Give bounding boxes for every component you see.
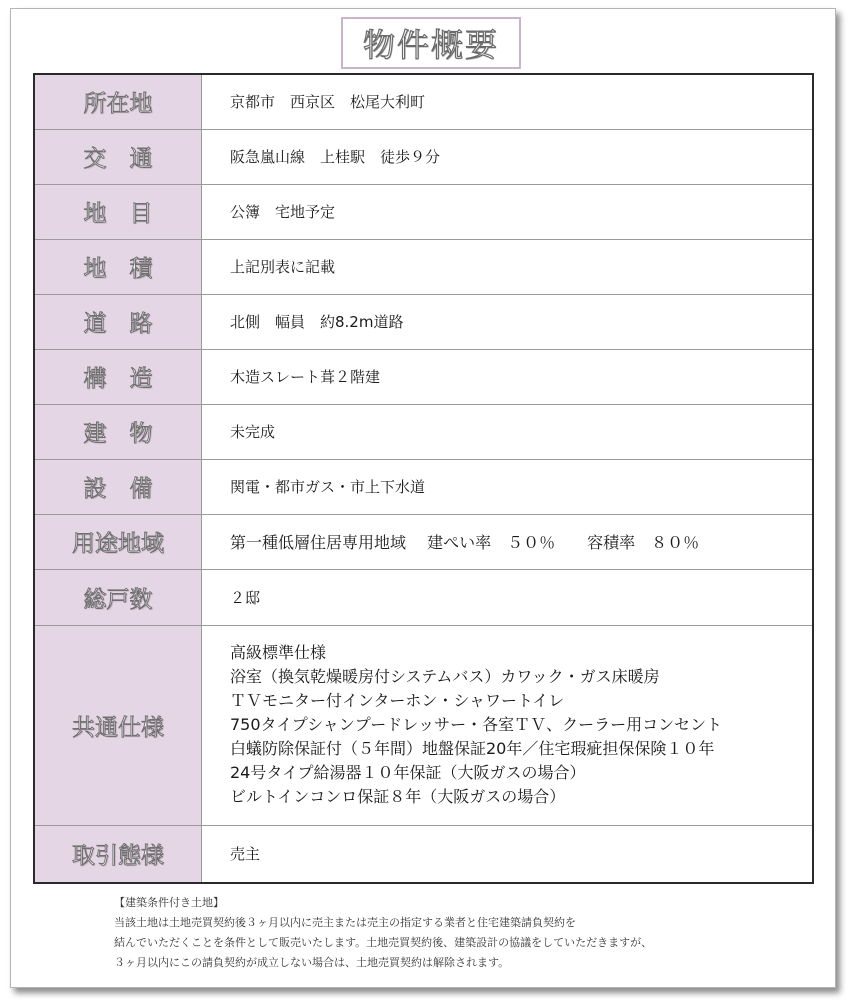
- property-summary-table: [33, 73, 814, 884]
- row-value: 公簿 宅地予定: [202, 184, 814, 239]
- table-row-common-spec: [34, 625, 813, 825]
- table-row-units: [34, 569, 813, 625]
- table-row-zoning: [34, 514, 813, 569]
- spec-line: 白蟻防除保証付（５年間）地盤保証20年／住宅瑕疵担保保険１０年: [230, 739, 715, 758]
- spec-line: 高級標準仕様: [230, 643, 327, 662]
- table-row-facilities: [34, 459, 813, 514]
- row-label: 所在地: [34, 74, 202, 129]
- row-label: 共通仕様: [34, 625, 202, 825]
- row-label: 総戸数: [34, 569, 202, 625]
- table-row-transport: [34, 129, 813, 184]
- row-value: 第一種低層住居専用地域 建ぺい率 ５０％ 容積率 ８０％: [202, 514, 814, 569]
- page-title: 物件概要: [341, 17, 521, 69]
- table-row-structure: [34, 349, 813, 404]
- table-row-location: [34, 74, 813, 129]
- spec-list: [202, 625, 814, 825]
- spec-line: 750タイプシャンプードレッサー・各室ＴＶ、クーラー用コンセント: [230, 715, 723, 734]
- row-value: 上記別表に記載: [202, 239, 814, 294]
- row-label: 道 路: [34, 294, 202, 349]
- table-row-road: [34, 294, 813, 349]
- table-row-land-category: [34, 184, 813, 239]
- notes-line: ３ヶ月以内にこの請負契約が成立しない場合は、土地売買契約は解除されます。: [114, 956, 510, 969]
- property-sheet: [10, 8, 836, 988]
- notes-line: 結んでいただくことを条件として販売いたします。土地売買契約後、建築設計の協議をしていただきますが、: [114, 936, 653, 949]
- row-value: 京都市 西京区 松尾大利町: [202, 74, 814, 129]
- row-label: 用途地域: [34, 514, 202, 569]
- row-label: 建 物: [34, 404, 202, 459]
- spec-line: ビルトインコンロ保証８年（大阪ガスの場合）: [230, 787, 566, 806]
- spec-line: ＴＶモニター付インターホン・シャワートイレ: [230, 691, 565, 710]
- row-label: 設 備: [34, 459, 202, 514]
- notes-heading: 【建築条件付き土地】: [114, 896, 224, 909]
- row-value: 未完成: [202, 404, 814, 459]
- row-label: 地 目: [34, 184, 202, 239]
- row-label: 地 積: [34, 239, 202, 294]
- building-condition-notes: [114, 893, 652, 973]
- row-value: 木造スレート葺２階建: [202, 349, 814, 404]
- row-label: 取引態様: [34, 825, 202, 883]
- row-value: 関電・都市ガス・市上下水道: [202, 459, 814, 514]
- row-label: 構 造: [34, 349, 202, 404]
- notes-line: 当該土地は土地売買契約後３ヶ月以内に売主または売主の指定する業者と住宅建築請負契約を: [114, 916, 576, 929]
- spec-line: 浴室（換気乾燥暖房付システムバス）カワック・ガス床暖房: [230, 667, 660, 686]
- row-value: ２邸: [202, 569, 814, 625]
- row-value: 北側 幅員 約8.2m道路: [202, 294, 814, 349]
- row-label: 交 通: [34, 129, 202, 184]
- row-value: 阪急嵐山線 上桂駅 徒歩９分: [202, 129, 814, 184]
- table-row-land-area: [34, 239, 813, 294]
- spec-line: 24号タイプ給湯器１０年保証（大阪ガスの場合）: [230, 763, 586, 782]
- table-row-building: [34, 404, 813, 459]
- row-value: 売主: [202, 825, 814, 883]
- table-row-transaction-type: [34, 825, 813, 883]
